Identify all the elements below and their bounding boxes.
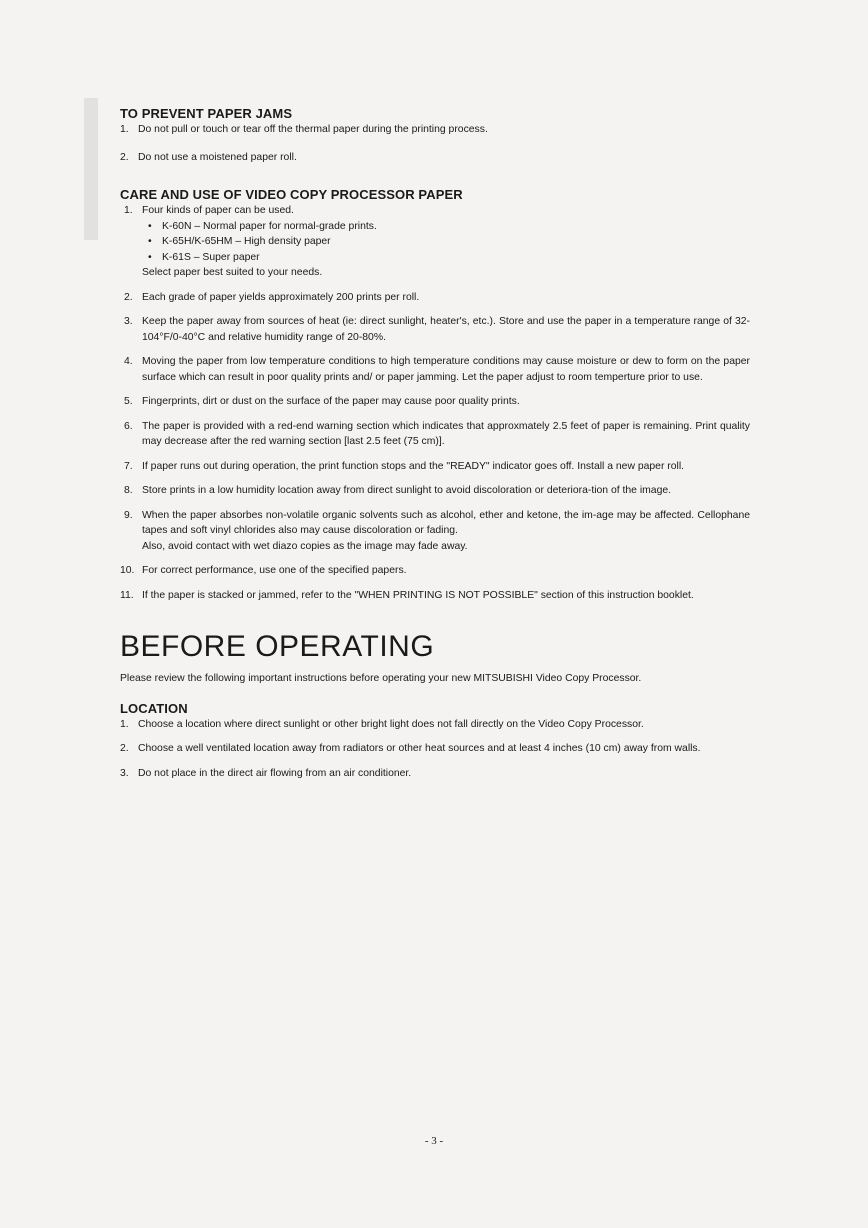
item-number: 1. [124,205,133,216]
item-number: 2. [124,291,133,303]
care-item [124,483,750,499]
item-number: 10. [120,565,135,576]
care-item [120,563,750,579]
item-text: When the paper absorbes non-volatile organic solvents such as alcohol, ether and ketone, the im-age may be affected. Cellophane tapes and soft vinyl chlorides also may cause discoloration or fading. [142,509,750,536]
item-extra: Also, avoid contact with wet diazo copies as the image may fade away. [142,540,468,552]
item-text: Keep the paper away from sources of heat (ie: direct sunlight, heater's, etc.). Store and use the paper in a temperature range of 32-104°F/0-40°C and relative humidity range of 20-80%. [142,316,750,343]
item-text: Do not place in the direct air flowing from an air conditioner. [138,767,412,779]
item-number: 2. [120,151,129,163]
item-text: Four kinds of paper can be used. [142,205,294,216]
item-note: Select paper best suited to your needs. [142,267,323,278]
item-number: 3. [120,767,129,779]
item-number: 1. [120,124,129,135]
care-item [124,419,750,450]
item-text: If paper runs out during operation, the print function stops and the "READY" indicator goes off. Install a new paper roll. [142,460,685,472]
paper-jams-item [120,122,750,138]
item-text: For correct performance, use one of the specified papers. [142,565,407,576]
section-title: BEFORE OPERATING [120,630,435,663]
item-number: 9. [124,509,133,521]
item-text: Do not use a moistened paper roll. [138,151,297,163]
item-number: 4. [124,356,133,367]
item-number: 1. [120,718,129,730]
location-heading: LOCATION [120,700,188,716]
item-number: 11. [120,589,134,601]
item-number: 8. [124,485,133,496]
location-item [120,717,750,733]
item-text: Store prints in a low humidity location away from direct sunlight to avoid discoloration or deteriora-tion of the image. [142,485,672,496]
care-heading: CARE AND USE OF VIDEO COPY PROCESSOR PAPER [120,187,463,202]
page-content [120,106,750,781]
paper-kind: • K-61S – Super paper [148,250,750,266]
paper-jams-item [120,150,750,166]
item-number: 6. [124,420,133,432]
care-item [124,459,750,475]
item-number: 7. [124,460,133,472]
item-text: If the paper is stacked or jammed, refer to the "WHEN PRINTING IS NOT POSSIBLE" section of this instruction booklet. [142,589,694,601]
item-text: Do not pull or touch or tear off the thermal paper during the printing process. [138,124,488,135]
item-text: Moving the paper from low temperature conditions to high temperature conditions may cause moisture or dew to form on the paper surface which can result in poor quality prints and/ or paper jamming. Let the paper adjust to room temperture prior to use. [142,356,750,383]
location-item [120,741,750,757]
paper-kinds-list [142,219,750,266]
care-item [124,354,750,385]
intro-text: Please review the following important instructions before operating your new MITSUBISHI Video Copy Processor. [120,673,642,684]
item-text: The paper is provided with a red-end warning section which indicates that approxmately 2.5 feet of paper is remaining. Print quality may decrease after the red warning section [last 2.5 feet (75 cm)]. [142,420,750,447]
care-item [124,290,750,306]
paper-kind: • K-60N – Normal paper for normal-grade prints. [148,219,750,235]
item-text: Fingerprints, dirt or dust on the surface of the paper may cause poor quality prints. [142,396,520,407]
paper-kind: • K-65H/K-65HM – High density paper [148,234,750,250]
item-text: Choose a well ventilated location away from radiators or other heat sources and at least 4 inches (10 cm) away from walls. [138,743,701,754]
page-number: - 3 - [424,1135,444,1147]
item-number: 2. [120,743,129,754]
side-tab-mark [84,98,98,240]
item-text: Choose a location where direct sunlight or other bright light does not fall directly on the Video Copy Processor. [138,718,644,730]
care-item [124,394,750,410]
care-item [120,588,750,604]
location-item [120,766,750,782]
item-number: 3. [124,316,133,327]
care-item [124,314,750,345]
care-item-1 [124,203,750,281]
item-text: Each grade of paper yields approximately 200 prints per roll. [142,291,420,303]
paper-jams-heading: TO PREVENT PAPER JAMS [120,106,293,121]
item-number: 5. [124,396,133,407]
care-item-9 [124,508,750,555]
